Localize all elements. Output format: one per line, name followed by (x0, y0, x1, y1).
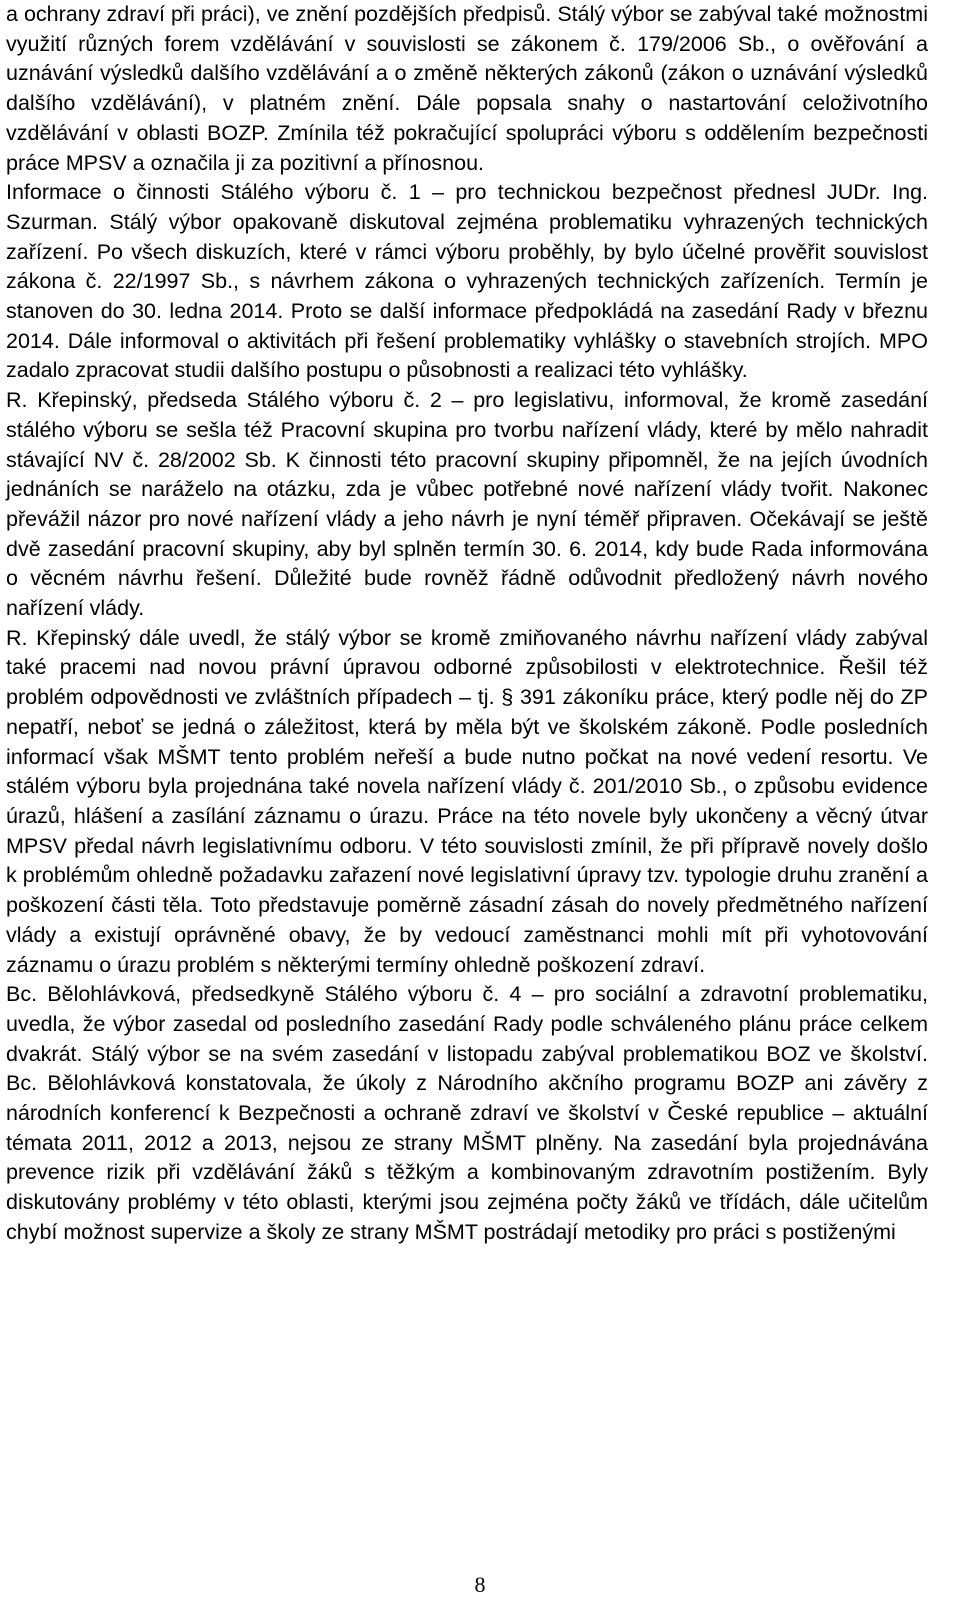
page-number: 8 (474, 1572, 486, 1597)
paragraph-committee-2-legislation: R. Křepinský, předseda Stálého výboru č. 2 – pro legislativu, informoval, že kromě zasedání stálého výboru se sešla též Pracovní skupina pro tvorbu nařízení vlády, které by mělo nahradit stávající NV č. 28/2002 Sb. K činnosti této pracovní skupiny připomněl, že na jejích úvodních jednáních se naráželo na otázku, zda je vůbec potřebné nové nařízení vlády tvořit. Nakonec převážil názor pro nové nařízení vlády a jeho návrh je nyní téměř připraven. Očekávají se ještě dvě zasedání pracovní skupiny, aby byl splněn termín 30. 6. 2014, kdy bude Rada informována o věcném návrhu řešení. Důležité bude rovněž řádně odůvodnit předložený návrh nového nařízení vlády. (6, 388, 928, 621)
paragraph-committee-2-further-report: R. Křepinský dále uvedl, že stálý výbor se kromě zmiňovaného návrhu nařízení vlády zabýval také pracemi nad novou právní úpravou odborné způsobilosti v elektrotechnice. Řešil též problém odpovědnosti ve zvláštních případech – tj. § 391 zákoníku práce, který podle něj do ZP nepatří, neboť se jedná o záležitost, která by měla být ve školském zákoně. Podle posledních informací však MŠMT tento problém neřeší a bude nutno počkat na nové vedení resortu. Ve stálém výboru byla projednána také novela nařízení vlády č. 201/2010 Sb., o způsobu evidence úrazů, hlášení a zasílání záznamu o úrazu. Práce na této novele byly ukončeny a věcný útvar MPSV předal návrh legislativnímu odboru. V této souvislosti zmínil, že při přípravě novely došlo k problémům ohledně požadavku zařazení nové legislativní úpravy tzv. typologie druhu zranění a poškození části těla. Toto představuje poměrně zásadní zásah do novely předmětného nařízení vlády a existují oprávněné obavy, že by vedoucí zaměstnanci mohli mít při vyhotovování záznamu o úrazu problém s některými termíny ohledně poškození zdraví. (6, 625, 928, 977)
paragraph-standing-committee-education: a ochrany zdraví při práci), ve znění pozdějších předpisů. Stálý výbor se zabýval také možnostmi využití různých forem vzdělávání v souvislosti se zákonem č. 179/2006 Sb., o ověřování a uznávání výsledků dalšího vzdělávání a o změně některých zákonů (zákon o uznávání výsledků dalšího vzdělávání), v platném znění. Dále popsala snahy o nastartování celoživotního vzdělávání v oblasti BOZP. Zmínila též pokračující spolupráci výboru s oddělením bezpečnosti práce MPSV a označila ji za pozitivní a přínosnou. (6, 2, 928, 175)
document-page (6, 0, 928, 1248)
paragraph-committee-4-social-health: Bc. Bělohlávková, předsedkyně Stálého výboru č. 4 – pro sociální a zdravotní problematiku, uvedla, že výbor zasedal od posledního zasedání Rady podle schváleného plánu práce celkem dvakrát. Stálý výbor se na svém zasedání v listopadu zabýval problematikou BOZ ve školství. Bc. Bělohlávková konstatovala, že úkoly z Národního akčního programu BOZP ani závěry z národních konferencí k Bezpečnosti a ochraně zdraví ve školství v České republice – aktuální témata 2011, 2012 a 2013, nejsou ze strany MŠMT plněny. Na zasedání byla projednávána prevence rizik při vzdělávání žáků s těžkým a kombinovaným zdravotním postižením. Byly diskutovány problémy v této oblasti, kterými jsou zejména počty žáků ve třídách, dále učitelům chybí možnost supervize a školy ze strany MŠMT postrádají metodiky pro práci s postiženými (6, 982, 928, 1244)
paragraph-committee-1-technical-safety: Informace o činnosti Stálého výboru č. 1 – pro technickou bezpečnost přednesl JUDr. Ing. Szurman. Stálý výbor opakovaně diskutoval zejména problematiku vyhrazených technických zařízení. Po všech diskuzích, které v rámci výboru proběhly, by bylo účelné prověřit souvislost zákona č. 22/1997 Sb., s návrhem zákona o vyhrazených technických zařízeních. Termín je stanoven do 30. ledna 2014. Proto se další informace předpokládá na zasedání Rady v březnu 2014. Dále informoval o aktivitách při řešení problematiky vyhlášky o stavebních strojích. MPO zadalo zpracovat studii dalšího postupu o působnosti a realizaci této vyhlášky. (6, 180, 928, 383)
